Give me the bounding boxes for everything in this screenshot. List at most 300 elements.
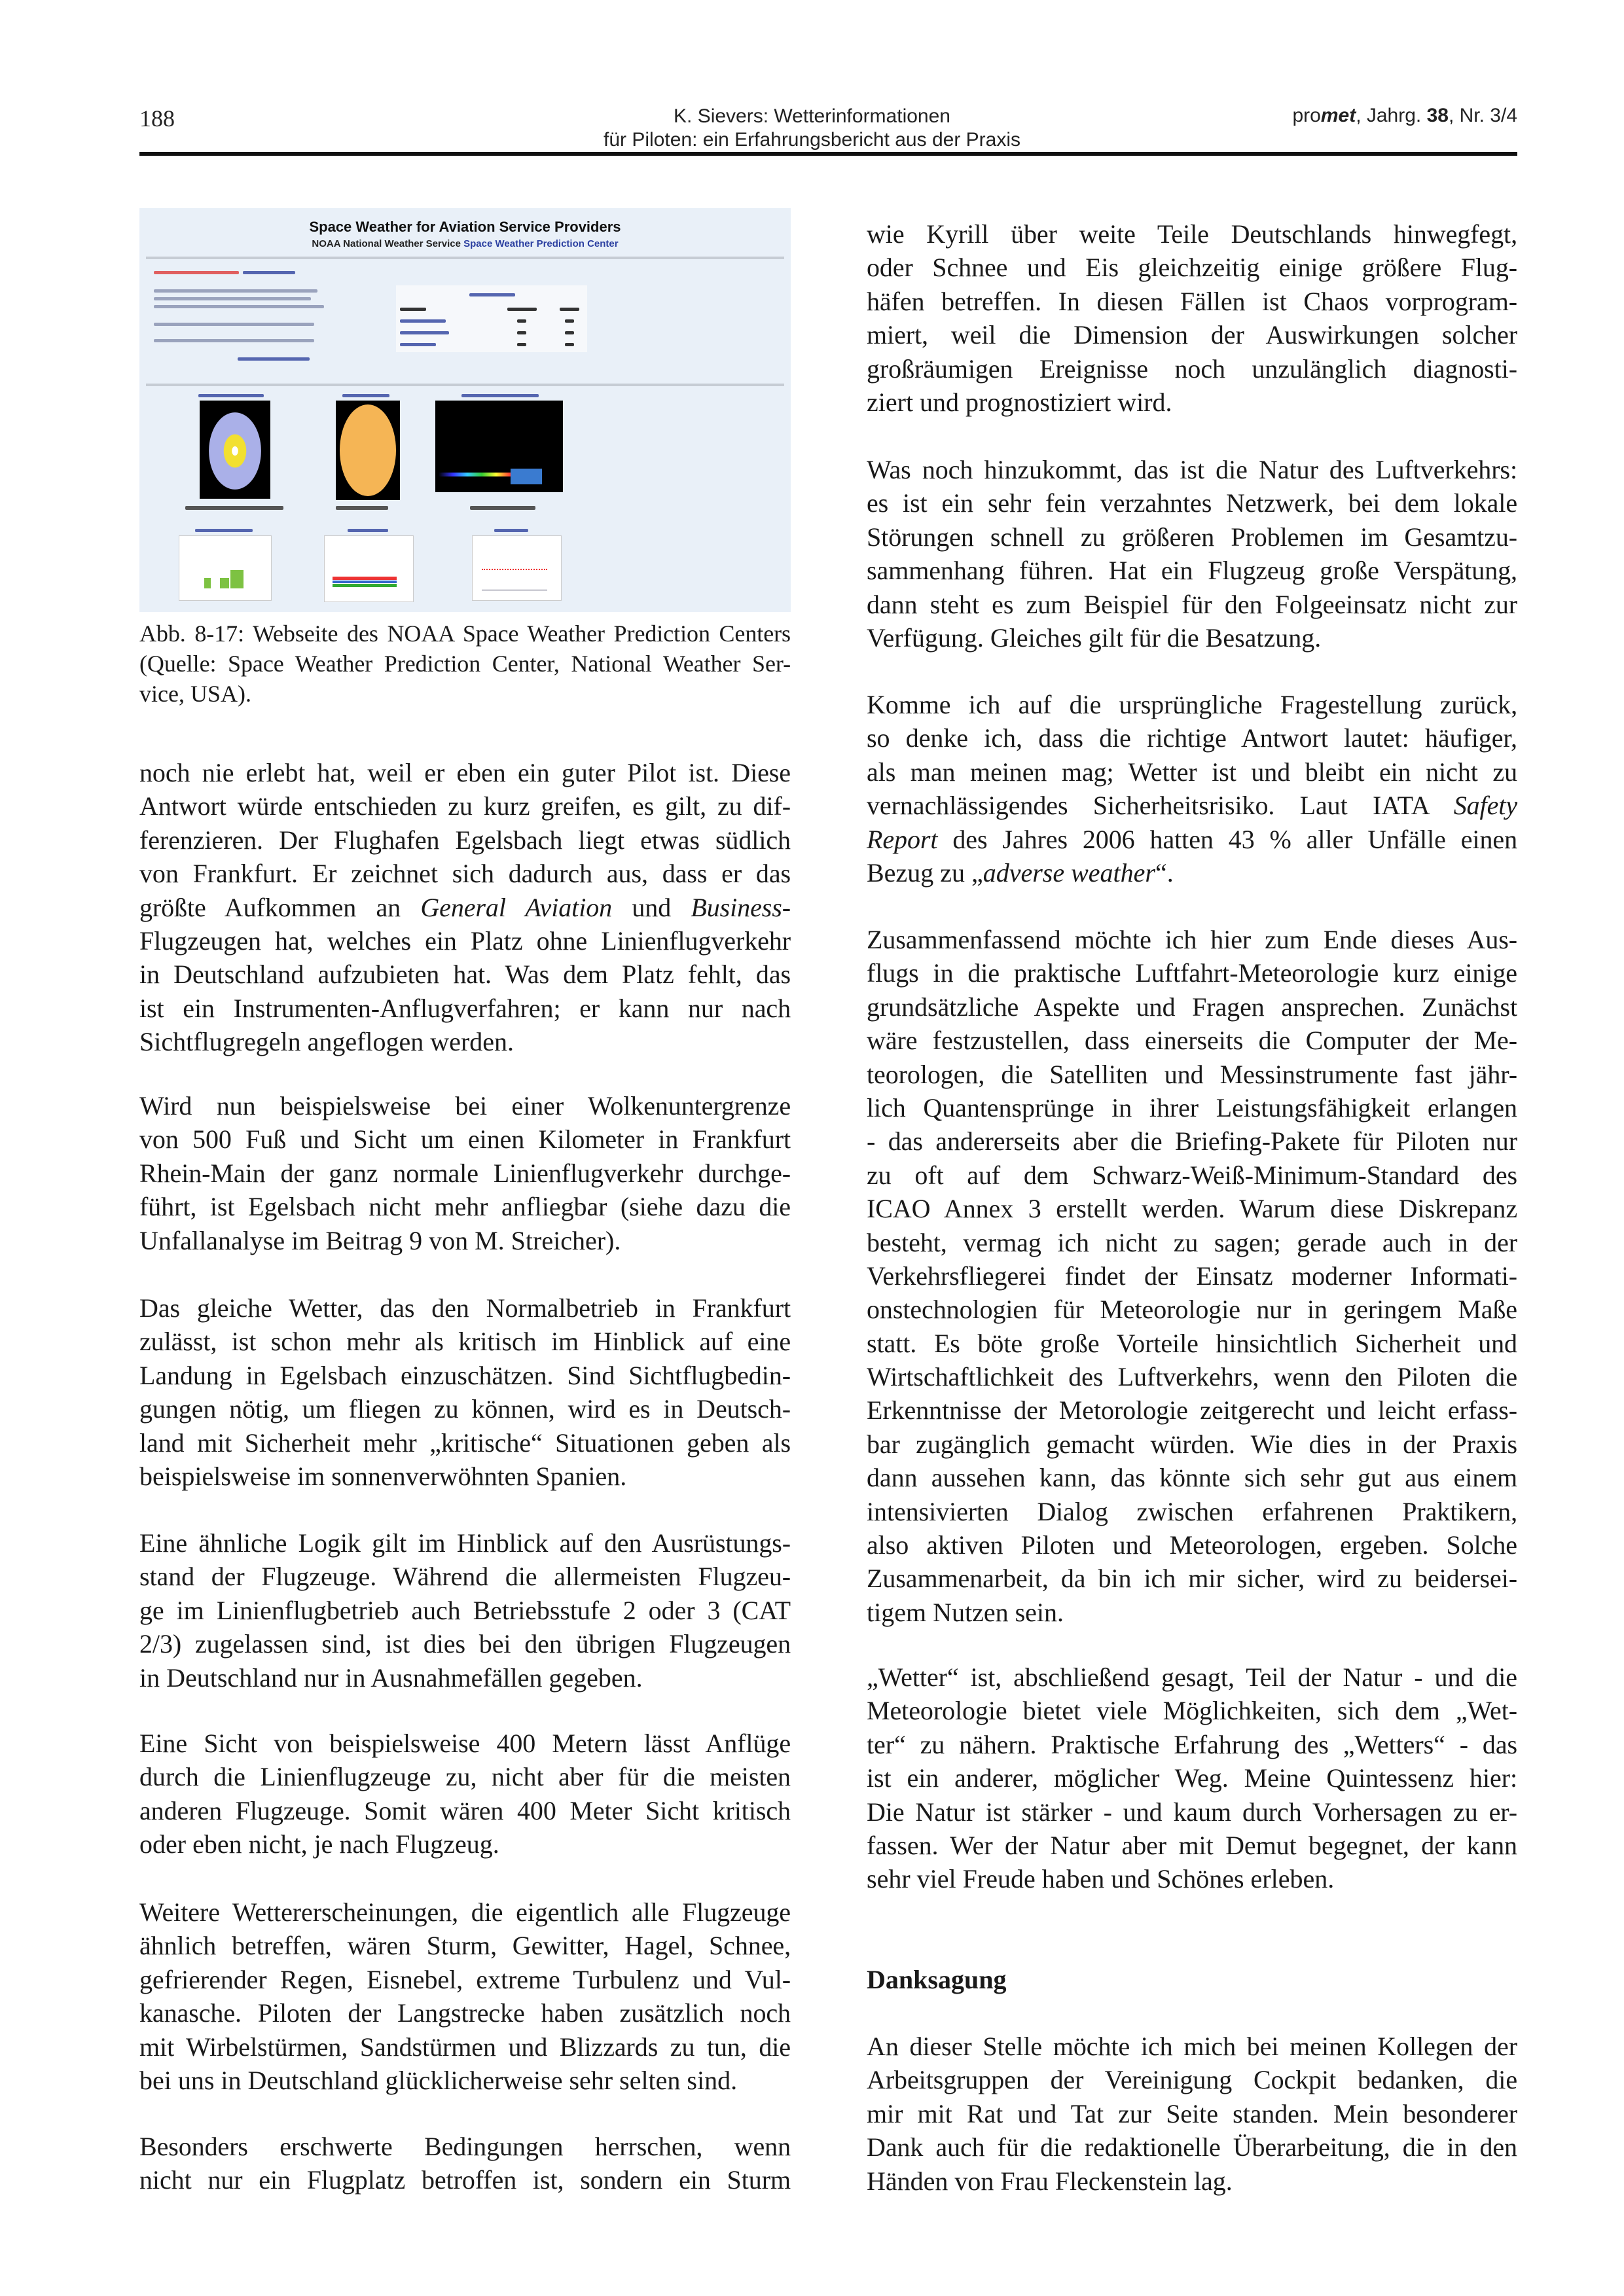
text-line-content: [139, 1428, 791, 1458]
text-segment: “.: [1155, 857, 1174, 888]
text-line: [867, 1461, 1517, 1494]
text-segment: (Quelle: Space Weather Prediction Center, National Weather Ser-: [139, 651, 791, 677]
text-line: [139, 756, 791, 789]
text-segment: Abb. 8-17: Webseite des NOAA Space Weather Prediction Centers: [139, 620, 791, 647]
paragraph: [139, 1526, 791, 1695]
journal-volume: 38: [1426, 105, 1449, 126]
text-segment: ziert und prognostiziert wird.: [867, 387, 1172, 417]
text-line: [867, 923, 1517, 956]
text-line: [139, 1594, 791, 1627]
text-segment: zulässt, ist schon mehr als kritisch im Hinblick auf eine: [139, 1327, 791, 1357]
text-segment: so denke ich, dass die richtige Antwort lautet: häufiger,: [867, 723, 1517, 753]
text-segment: vice, USA).: [139, 681, 251, 707]
text-line-content: [867, 1295, 1517, 1324]
text-line: [867, 990, 1517, 1024]
text-line-content: [867, 1598, 1064, 1627]
text-line-content: [867, 1797, 1517, 1827]
text-line: [139, 891, 791, 924]
text-line: [139, 1291, 791, 1325]
text-line: [139, 1460, 791, 1493]
text-segment: ähnlich betreffen, wären Sturm, Gewitter, Hagel, Schnee,: [139, 1931, 791, 1961]
paragraph: [139, 756, 791, 1059]
text-segment: ter“ zu nähern. Praktische Erfahrung des „Wetters“ - das: [867, 1729, 1517, 1759]
text-line-content: [139, 1091, 791, 1121]
text-segment: Zusammenfassend möchte ich hier zum Ende dieses Aus-: [867, 925, 1517, 954]
text-line-content: [139, 926, 791, 956]
text-line: [867, 1495, 1517, 1528]
text-line: [867, 386, 1517, 419]
text-line: [867, 1259, 1517, 1293]
text-line-content: [139, 1226, 621, 1255]
text-segment: mit Wirbelstürmen, Sandstürmen und Blizzards zu tun, die: [139, 2032, 791, 2062]
text-line-content: [139, 825, 791, 855]
paragraph: [867, 2030, 1517, 2198]
section-heading-acknowledgements: Danksagung: [867, 1965, 1007, 1994]
text-segment: mir mit Rat und Tat zur Seite standen. Mein besonderer: [867, 2098, 1517, 2128]
text-segment: ge im Linienflugbetrieb auch Betriebsstufe 2 oder 3 (CAT: [139, 1595, 791, 1625]
text-line: [867, 1091, 1517, 1124]
text-line: [139, 1526, 791, 1560]
figure-xray-chart: [472, 535, 562, 601]
text-line-content: [867, 1662, 1517, 1692]
text-segment: sehr viel Freude haben und Schönes erleben.: [867, 1864, 1335, 1894]
text-line-content: [139, 1829, 499, 1859]
text-line: [867, 1293, 1517, 1326]
figure-dregion-link: [461, 394, 539, 397]
text-line: [139, 1996, 791, 2030]
text-segment: -: [782, 892, 791, 922]
text-line: [867, 688, 1517, 721]
text-line: [867, 453, 1517, 486]
text-segment: Wirtschaftlichkeit des Luftverkehrs, wenn den Piloten die: [867, 1362, 1517, 1392]
text-line-content: [867, 1730, 1517, 1759]
text-segment: flugs in die praktische Luftfahrt-Meteorologie kurz einige: [867, 958, 1517, 988]
text-line: [139, 2064, 791, 2097]
text-line-content: [139, 1562, 791, 1591]
text-line: [139, 789, 791, 823]
text-line-content: [867, 1060, 1517, 1089]
text-line-content: [139, 1998, 791, 2028]
text-line-content: [867, 1696, 1517, 1725]
figure-sun-link: [342, 394, 389, 397]
text-segment: Flugzeugen hat, welches ein Platz ohne Linienflugverkehr: [139, 925, 791, 956]
figure-alert-text: [154, 271, 239, 274]
text-segment: wie Kyrill über weite Teile Deutschlands hinwegfegt,: [867, 219, 1517, 249]
text-segment: gungen nötig, um fliegen zu können, wird es in Deutsch-: [139, 1394, 791, 1424]
text-line-content: [139, 2066, 737, 2095]
text-segment: Bezug zu „: [867, 857, 983, 888]
text-segment: oder eben nicht, je nach Flugzeug.: [139, 1829, 499, 1859]
paragraph: [867, 453, 1517, 655]
text-segment: in Deutschland aufzubieten hat. Was dem Platz fehlt, das: [139, 960, 791, 990]
text-segment: anderen Flugzeuge. Somit wären 400 Meter Sicht kritisch: [139, 1795, 791, 1825]
text-segment: Landung in Egelsbach einzuschätzen. Sind Sichtflugbedin-: [139, 1360, 791, 1390]
text-line: [867, 2097, 1517, 2130]
text-segment: Sichtflugregeln angeflogen werden.: [139, 1027, 514, 1057]
text-segment: statt. Es böte große Vorteile hinsichtlich Sicherheit und: [867, 1328, 1517, 1358]
text-line: [139, 1190, 791, 1223]
text-line: [139, 1560, 791, 1593]
text-line-content: [867, 1864, 1334, 1893]
text-line-content: [139, 620, 791, 647]
text-line-content: [139, 994, 791, 1023]
text-line-content: [867, 623, 1321, 653]
text-segment: teorologen, die Satelliten und Messinstrumente fast jähr-: [867, 1059, 1517, 1089]
text-segment: Arbeitsgruppen der Vereinigung Cockpit bedanken, die: [867, 2065, 1517, 2095]
figure-text-line: [154, 289, 317, 293]
journal-name-prefix: pro: [1292, 105, 1321, 126]
text-line: [139, 1157, 791, 1190]
text-line-content: [139, 2132, 791, 2161]
text-segment: bar zugänglich gemacht würden. Wie dies in der Praxis: [867, 1429, 1517, 1459]
text-line-content: [139, 758, 791, 787]
text-line: [139, 1760, 791, 1793]
text-line: [867, 1528, 1517, 1562]
journal-name-bold: met: [1320, 105, 1356, 126]
text-line-content: [867, 455, 1517, 484]
text-line: [139, 679, 791, 709]
text-segment: An dieser Stelle möchte ich mich bei meinen Kollegen der: [867, 2032, 1517, 2061]
text-line-content: [867, 320, 1517, 350]
text-line-content: [867, 2099, 1517, 2128]
text-segment: Meteorologie bietet viele Möglichkeiten, sich dem „Wet-: [867, 1696, 1517, 1726]
text-segment: tigem Nutzen sein.: [867, 1597, 1064, 1627]
text-line: [867, 956, 1517, 990]
text-segment: zu oft auf dem Schwarz-Weiß-Minimum-Standard des: [867, 1160, 1517, 1190]
paragraph: [139, 2130, 791, 2197]
text-line-content: [867, 1126, 1517, 1156]
text-line: [867, 1124, 1517, 1158]
text-line: [867, 1327, 1517, 1360]
text-segment: Eine Sicht von beispielsweise 400 Metern lässt Anflüge: [139, 1729, 791, 1758]
text-segment: Antwort würde entschieden zu kurz greifen, es gilt, zu dif-: [139, 791, 791, 821]
running-title-line-1: K. Sievers: Wetterinformationen: [674, 105, 950, 127]
text-line: [139, 958, 791, 991]
text-line-content: [867, 690, 1517, 719]
text-line-content: [867, 1429, 1517, 1459]
figure-text-line: [154, 323, 314, 326]
text-line: [139, 1661, 791, 1695]
text-line: [139, 619, 791, 649]
text-line: [139, 1392, 791, 1426]
text-line-content: [867, 825, 1517, 854]
text-line-content: [867, 1194, 1517, 1223]
text-segment: Erkenntnisse der Metorologie zeitgerecht und leicht erfass-: [867, 1395, 1517, 1426]
paragraph: [867, 688, 1517, 889]
text-segment: ferenzieren. Der Flughafen Egelsbach liegt etwas südlich: [139, 825, 791, 855]
figure-subtitle-org: NOAA National Weather Service: [312, 238, 464, 249]
text-line-content: [139, 1931, 791, 1960]
text-segment: oder Schnee und Eis gleichzeitig einige größere Flug-: [867, 253, 1517, 283]
text-line-content: [867, 1463, 1517, 1492]
text-segment: ist ein Instrumenten-Anflugverfahren; er kann nur nach: [139, 993, 791, 1023]
text-line: [139, 1895, 791, 1929]
text-line: [139, 1426, 791, 1460]
text-line-content: [867, 354, 1517, 384]
figure-divider: [146, 384, 784, 386]
text-line: [139, 823, 791, 857]
text-line-content: [139, 1394, 791, 1424]
text-line-content: [139, 1462, 626, 1491]
figure-kindex-chart: [179, 535, 272, 601]
paragraph: [139, 1727, 791, 1861]
text-segment: von 500 Fuß und Sicht um einen Kilometer in Frankfurt: [139, 1124, 791, 1155]
header-rule: [139, 152, 1517, 156]
text-line: [867, 823, 1517, 856]
figure-noaa-scales-table: [396, 285, 587, 352]
text-line: [867, 1360, 1517, 1393]
text-line: [867, 2164, 1517, 2198]
text-segment: Eine ähnliche Logik gilt im Hinblick auf den Ausrüstungs-: [139, 1528, 791, 1558]
text-segment: nicht nur ein Flugplatz betroffen ist, sondern ein Sturm: [139, 2165, 791, 2195]
text-segment: des Jahres 2006 hatten 43 % aller Unfälle einen: [937, 824, 1517, 854]
text-line-content: [867, 2132, 1517, 2162]
text-segment: miert, weil die Dimension der Auswirkungen solcher: [867, 320, 1517, 350]
text-line-content: [867, 992, 1517, 1022]
figure-proton-link: [348, 529, 388, 532]
text-line: [867, 1158, 1517, 1192]
italic-text: General Aviation: [420, 892, 613, 922]
text-segment: grundsätzliche Aspekte und Fragen ansprechen. Zunächst: [867, 992, 1517, 1022]
text-line-content: [867, 723, 1517, 753]
text-line: [867, 1192, 1517, 1225]
text-segment: bei uns in Deutschland glücklicherweise sehr selten sind.: [139, 2065, 738, 2095]
text-line-content: [867, 219, 1517, 249]
italic-text: Business: [691, 892, 782, 922]
figure-text-line: [154, 305, 324, 308]
journal-reference: [1292, 105, 1517, 127]
paragraph: [139, 1895, 791, 2097]
text-line-content: [867, 1362, 1517, 1391]
text-line-content: [139, 791, 791, 821]
text-line: [867, 1427, 1517, 1461]
text-segment: „Wetter“ ist, abschließend gesagt, Teil der Natur - und die: [867, 1662, 1517, 1692]
text-line-content: [139, 1762, 791, 1791]
text-line-content: [139, 1158, 791, 1188]
text-line: [139, 2030, 791, 2064]
text-line: [867, 1562, 1517, 1595]
text-segment: in Deutschland nur in Ausnahmefällen gegeben.: [139, 1662, 643, 1693]
text-line: [139, 1827, 791, 1861]
text-segment: Was noch hinzukommt, das ist die Natur des Luftverkehrs:: [867, 455, 1517, 484]
text-line: [867, 856, 1517, 889]
text-line-content: [867, 858, 1174, 888]
text-segment: land mit Sicherheit mehr „kritische“ Situationen geben als: [139, 1427, 791, 1458]
text-segment: großräumigen Ereignisse noch unzulänglich diagnosti-: [867, 353, 1517, 384]
text-line: [139, 1025, 791, 1058]
text-line-content: [867, 488, 1517, 518]
figure-page-subtitle: [139, 238, 791, 249]
text-segment: dann steht es zum Beispiel für den Folgeeinsatz nicht zur: [867, 589, 1517, 619]
text-line-content: [139, 1528, 791, 1558]
text-line: [867, 1694, 1517, 1727]
figure-xray-link: [494, 529, 528, 532]
text-line: [867, 318, 1517, 351]
journal-year-label: , Jahrg.: [1356, 105, 1427, 126]
text-line: [867, 721, 1517, 755]
text-segment: intensivierten Dialog zwischen erfahrenen Praktikern,: [867, 1496, 1517, 1526]
text-line: [139, 1794, 791, 1827]
text-segment: und: [612, 892, 691, 922]
text-line-content: [139, 1327, 791, 1356]
text-line: [139, 1325, 791, 1358]
text-line-content: [867, 287, 1517, 316]
text-line-content: [139, 2032, 791, 2062]
text-line: [867, 2063, 1517, 2096]
text-segment: gefrierender Regen, Eisnebel, extreme Turbulenz und Vul-: [139, 1964, 791, 1994]
text-segment: Händen von Frau Fleckenstein lag.: [867, 2166, 1233, 2196]
text-line-content: [867, 2032, 1517, 2061]
text-line-content: [867, 556, 1517, 585]
text-segment: 2/3) zugelassen sind, ist dies bei den übrigen Flugzeugen: [139, 1629, 791, 1659]
text-line: [867, 486, 1517, 520]
italic-text: Report: [867, 824, 938, 854]
text-segment: Verfügung. Gleiches gilt für die Besatzung.: [867, 622, 1322, 653]
text-line-content: [139, 1796, 791, 1825]
text-segment: fassen. Wer der Natur aber mit Demut begegnet, der kann: [867, 1830, 1517, 1860]
italic-text: adverse weather: [983, 857, 1155, 888]
text-segment: wäre festzustellen, dass einerseits die Computer der Me-: [867, 1026, 1517, 1056]
text-segment: es ist ein sehr fein verzahntes Netzwerk, bei dem lokale: [867, 488, 1517, 518]
figure-noaa-screenshot: [139, 208, 791, 612]
text-line: [867, 1728, 1517, 1761]
text-line-content: [867, 791, 1517, 820]
text-line-content: [139, 1361, 791, 1390]
text-line-content: [139, 1729, 791, 1758]
figure-aurora-link: [198, 394, 264, 397]
text-line: [867, 352, 1517, 386]
text-line-content: [867, 1261, 1517, 1291]
text-line: [867, 2130, 1517, 2164]
figure-kindex-link: [195, 529, 253, 532]
figure-alert-link: [243, 271, 295, 274]
figure-text-line: [154, 339, 314, 342]
text-line: [139, 1224, 791, 1257]
text-line: [139, 2163, 791, 2197]
text-segment: Weitere Wettererscheinungen, die eigentlich alle Flugzeuge: [139, 1897, 791, 1927]
figure-proton-chart: [324, 535, 414, 602]
text-segment: durch die Linienflugzeuge zu, nicht aber für die meisten: [139, 1762, 791, 1792]
text-segment: lich Quantensprünge in ihrer Leistungsfähigkeit erlangen: [867, 1092, 1517, 1122]
text-segment: kanasche. Piloten der Langstrecke haben zusätzlich noch: [139, 1998, 791, 2028]
text-segment: Verkehrsfliegerei findet der Einsatz moderner Informati-: [867, 1261, 1517, 1291]
text-line-content: [867, 2065, 1517, 2094]
text-line: [867, 217, 1517, 251]
text-segment: Störungen schnell zu größeren Problemen im Gesamtzu-: [867, 522, 1517, 552]
figure-caption-text: [470, 506, 535, 510]
text-line-content: [867, 2166, 1233, 2196]
text-line: [867, 251, 1517, 284]
text-line: [867, 1795, 1517, 1829]
text-line: [867, 1660, 1517, 1694]
text-line-content: [867, 1564, 1517, 1593]
text-line-content: [139, 2165, 791, 2195]
text-line: [867, 1761, 1517, 1795]
text-segment: stand der Flugzeuge. Während die allermeisten Flugzeu-: [139, 1562, 791, 1592]
text-segment: von Frankfurt. Er zeichnet sich dadurch aus, dass er das: [139, 859, 791, 889]
text-line-content: [867, 253, 1517, 282]
text-line: [139, 649, 791, 679]
text-line-content: [139, 1897, 791, 1927]
text-segment: also aktiven Piloten und Meteorologen, ergeben. Solche: [867, 1530, 1517, 1560]
text-line: [139, 1122, 791, 1156]
text-segment: Besonders erschwerte Bedingungen herrschen, wenn: [139, 2132, 791, 2161]
text-line-content: [867, 1497, 1517, 1526]
text-line-content: [867, 1160, 1517, 1190]
text-segment: ist ein anderer, möglicher Weg. Meine Quintessenz hier:: [867, 1763, 1517, 1793]
text-segment: häfen betreffen. In diesen Fällen ist Chaos vorprogram-: [867, 286, 1517, 316]
text-segment: Unfallanalyse im Beitrag 9 von M. Streicher).: [139, 1225, 621, 1255]
text-segment: Zusammenarbeit, da bin ich mir sicher, wird zu beidersei-: [867, 1564, 1517, 1594]
text-line-content: [867, 757, 1517, 787]
text-line-content: [867, 958, 1517, 988]
text-line: [867, 1596, 1517, 1629]
text-line-content: [139, 1124, 791, 1154]
text-line: [867, 1024, 1517, 1057]
text-segment: Wird nun beispielsweise bei einer Wolkenuntergrenze: [139, 1091, 791, 1121]
figure-caption-text: [185, 506, 283, 510]
journal-issue: , Nr. 3/4: [1448, 105, 1517, 126]
figure-caption: [139, 619, 791, 709]
text-line: [867, 1226, 1517, 1259]
running-title-line-2: für Piloten: ein Erfahrungsbericht aus der Praxis: [604, 129, 1020, 151]
figure-subtitle-link: Space Weather Prediction Center: [463, 238, 619, 249]
italic-text: Safety: [1453, 791, 1517, 821]
text-line: [139, 1929, 791, 1962]
text-line-content: [867, 590, 1517, 619]
text-segment: dann aussehen kann, das könnte sich sehr gut aus einem: [867, 1463, 1517, 1493]
text-line-content: [139, 681, 251, 707]
text-line: [139, 857, 791, 890]
text-line: [139, 1359, 791, 1392]
text-line-content: [139, 1663, 643, 1693]
figure-caption-text: [336, 506, 388, 510]
text-line: [867, 1829, 1517, 1862]
text-line: [867, 2030, 1517, 2063]
text-line: [867, 1393, 1517, 1427]
text-segment: - das andererseits aber die Briefing-Pakete für Piloten nur: [867, 1126, 1517, 1157]
text-line-content: [139, 1293, 791, 1323]
text-line-content: [139, 893, 791, 922]
text-line: [867, 755, 1517, 789]
text-line: [139, 924, 791, 958]
text-line: [139, 992, 791, 1025]
text-segment: Dank auch für die redaktionelle Überarbeitung, die in den: [867, 2132, 1517, 2162]
text-line-content: [867, 387, 1172, 417]
text-line: [867, 285, 1517, 318]
text-line-content: [139, 1629, 791, 1659]
text-line: [867, 554, 1517, 587]
text-segment: onstechnologien für Meteorologie nur in geringem Maße: [867, 1295, 1517, 1325]
figure-sun-image: [336, 401, 400, 500]
text-line-content: [867, 1026, 1517, 1055]
text-segment: Komme ich auf die ursprüngliche Fragestellung zurück,: [867, 690, 1517, 719]
figure-divider: [146, 257, 784, 259]
text-line: [139, 1627, 791, 1660]
text-line-content: [867, 1093, 1517, 1122]
text-line: [867, 1862, 1517, 1895]
text-segment: größte Aufkommen an: [139, 892, 421, 922]
figure-dregion-map: [435, 401, 563, 492]
figure-page-title: Space Weather for Aviation Service Providers: [309, 219, 621, 235]
text-line-content: [139, 1192, 791, 1221]
text-segment: beispielsweise im sonnenverwöhnten Spanien.: [139, 1461, 627, 1491]
figure-text-line: [154, 297, 311, 300]
text-line-content: [867, 1228, 1517, 1257]
text-line: [867, 789, 1517, 822]
page-number: 188: [139, 105, 175, 132]
text-line: [139, 2130, 791, 2163]
